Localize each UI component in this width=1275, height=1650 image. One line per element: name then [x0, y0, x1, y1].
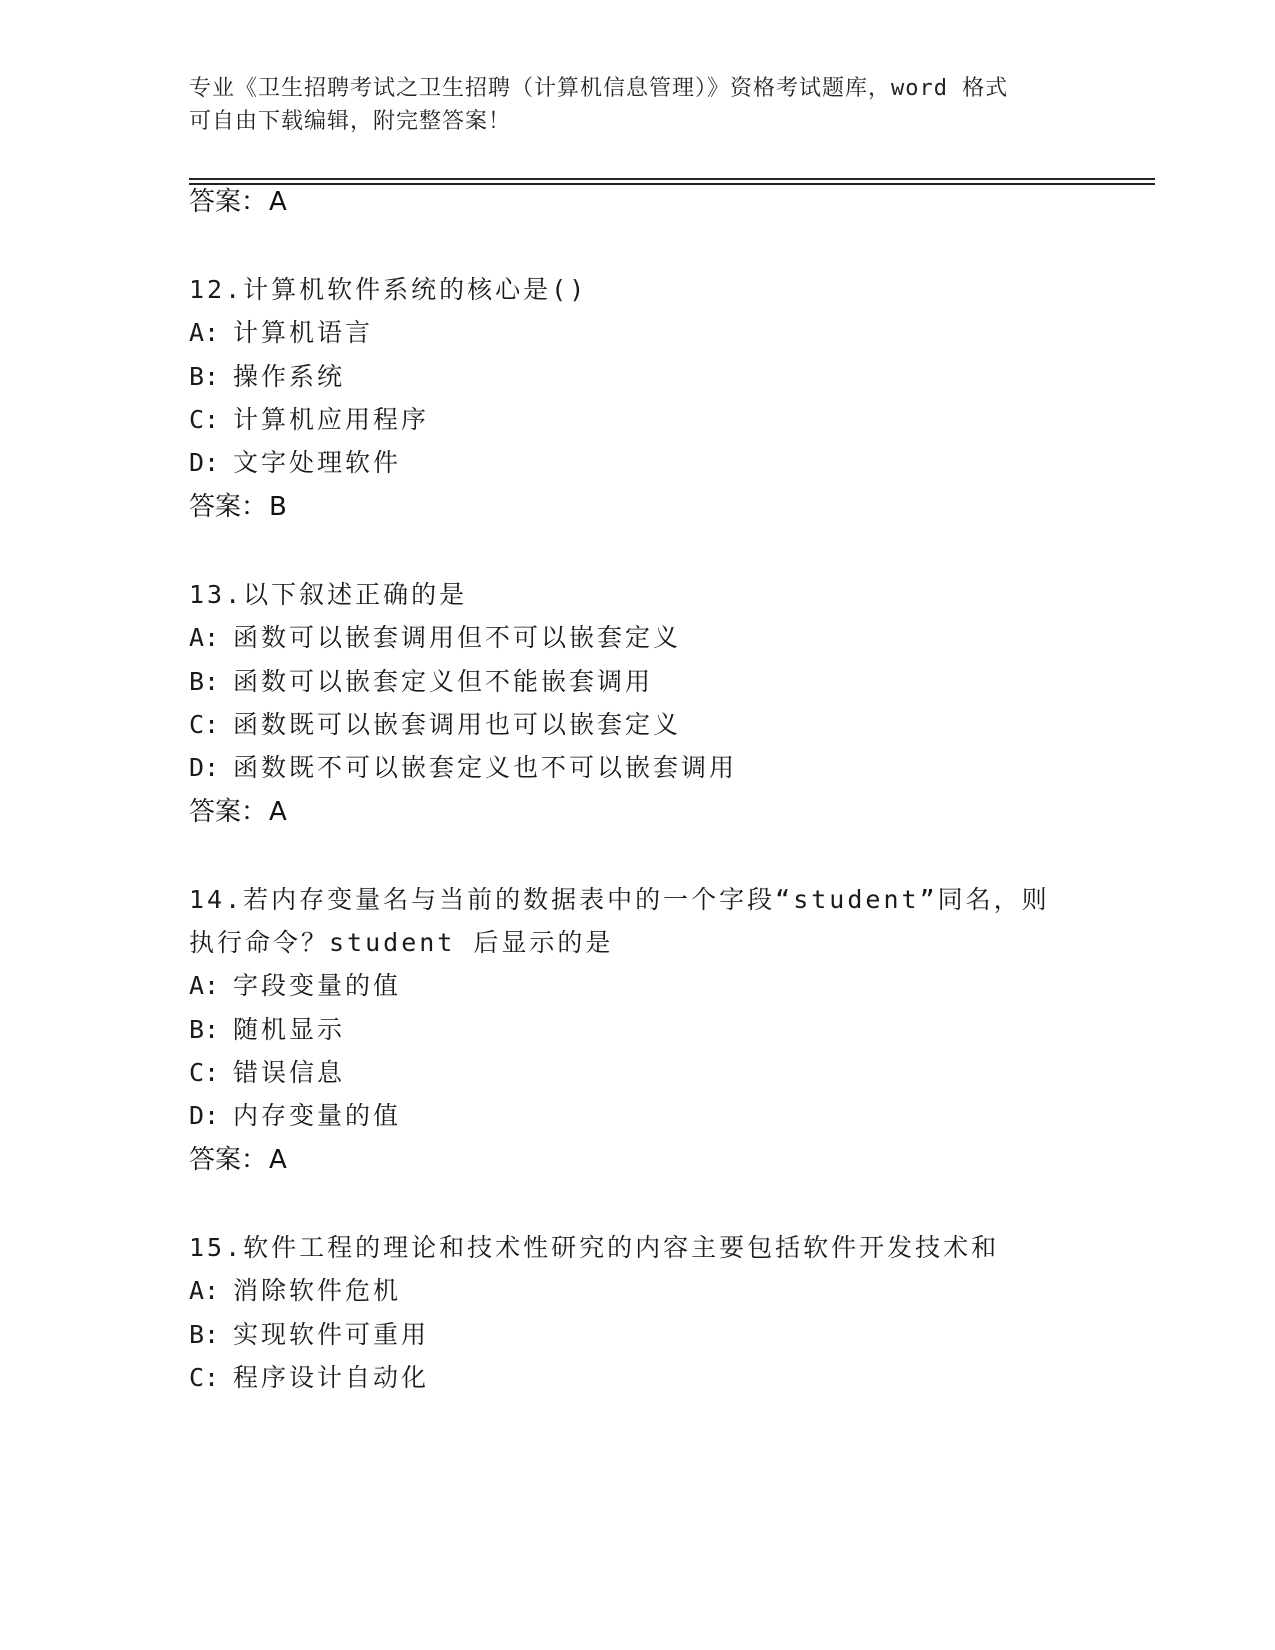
header-divider-top: [189, 178, 1155, 180]
question-13-answer: [189, 795, 287, 829]
option-text: 函数可以嵌套调用但不可以嵌套定义: [233, 623, 682, 652]
question-14-stem-line-1: 14.若内存变量名与当前的数据表中的一个字段“student”同名，则: [189, 885, 1050, 914]
question-14-option-a: [189, 969, 401, 1003]
option-text: 计算机应用程序: [233, 405, 430, 434]
option-text: 错误信息: [233, 1058, 346, 1087]
option-text: 内存变量的值: [233, 1101, 402, 1130]
option-text: 函数既不可以嵌套定义也不可以嵌套调用: [233, 753, 738, 782]
header-line-2: 可自由下载编辑，附完整答案！: [189, 109, 512, 134]
option-text: 计算机语言: [233, 318, 374, 347]
option-text: 实现软件可重用: [233, 1320, 430, 1349]
answer-value: A: [269, 1145, 287, 1175]
question-14-option-d: [189, 1099, 401, 1133]
answer-label: 答案：: [189, 187, 268, 217]
question-13-option-a: [189, 621, 681, 655]
option-key: A:: [189, 623, 220, 652]
question-13-option-c: [189, 708, 681, 742]
option-text: 函数既可以嵌套调用也可以嵌套定义: [233, 710, 682, 739]
option-text: 文字处理软件: [233, 448, 402, 477]
option-text: 消除软件危机: [233, 1276, 402, 1305]
option-key: C:: [189, 1058, 220, 1087]
option-text: 随机显示: [233, 1015, 346, 1044]
answer-value: A: [269, 797, 287, 827]
question-12-answer: [189, 490, 287, 524]
option-text: 程序设计自动化: [233, 1363, 430, 1392]
question-13-option-d: [189, 751, 737, 785]
question-15-option-b: [189, 1318, 429, 1352]
option-key: D:: [189, 753, 220, 782]
answer-value: B: [269, 492, 287, 522]
document-header: [189, 72, 1089, 138]
answer-line-prev: [189, 185, 287, 219]
question-14-stem-line-2: 执行命令？student 后显示的是: [189, 928, 614, 957]
option-key: A:: [189, 971, 220, 1000]
answer-value: A: [269, 187, 287, 217]
question-15-option-c: [189, 1361, 429, 1395]
question-12-option-c: [189, 403, 429, 437]
question-12-option-b: [189, 360, 345, 394]
question-13-option-b: [189, 665, 653, 699]
option-key: A:: [189, 1276, 220, 1305]
answer-label: 答案：: [189, 1145, 268, 1175]
question-14-option-c: [189, 1056, 345, 1090]
option-key: B:: [189, 1320, 220, 1349]
header-line-1: 专业《卫生招聘考试之卫生招聘（计算机信息管理）》资格考试题库，word 格式: [189, 76, 1009, 101]
question-13-stem: 13.以下叙述正确的是: [189, 580, 468, 609]
option-key: B:: [189, 667, 220, 696]
option-text: 函数可以嵌套定义但不能嵌套调用: [233, 667, 654, 696]
question-15-stem: 15.软件工程的理论和技术性研究的内容主要包括软件开发技术和: [189, 1233, 1000, 1262]
question-15-option-a: [189, 1274, 401, 1308]
option-key: D:: [189, 1101, 220, 1130]
question-12-option-a: [189, 316, 373, 350]
answer-label: 答案：: [189, 797, 268, 827]
option-key: C:: [189, 1363, 220, 1392]
question-14-option-b: [189, 1013, 345, 1047]
option-key: B:: [189, 1015, 220, 1044]
question-12-stem: 12.计算机软件系统的核心是(): [189, 275, 588, 304]
option-key: C:: [189, 710, 220, 739]
option-key: B:: [189, 362, 220, 391]
option-key: D:: [189, 448, 220, 477]
header-divider-bottom: [189, 183, 1155, 185]
question-12-option-d: [189, 446, 401, 480]
answer-label: 答案：: [189, 492, 268, 522]
option-key: A:: [189, 318, 220, 347]
option-text: 字段变量的值: [233, 971, 402, 1000]
option-text: 操作系统: [233, 362, 346, 391]
option-key: C:: [189, 405, 220, 434]
question-14-answer: [189, 1143, 287, 1177]
